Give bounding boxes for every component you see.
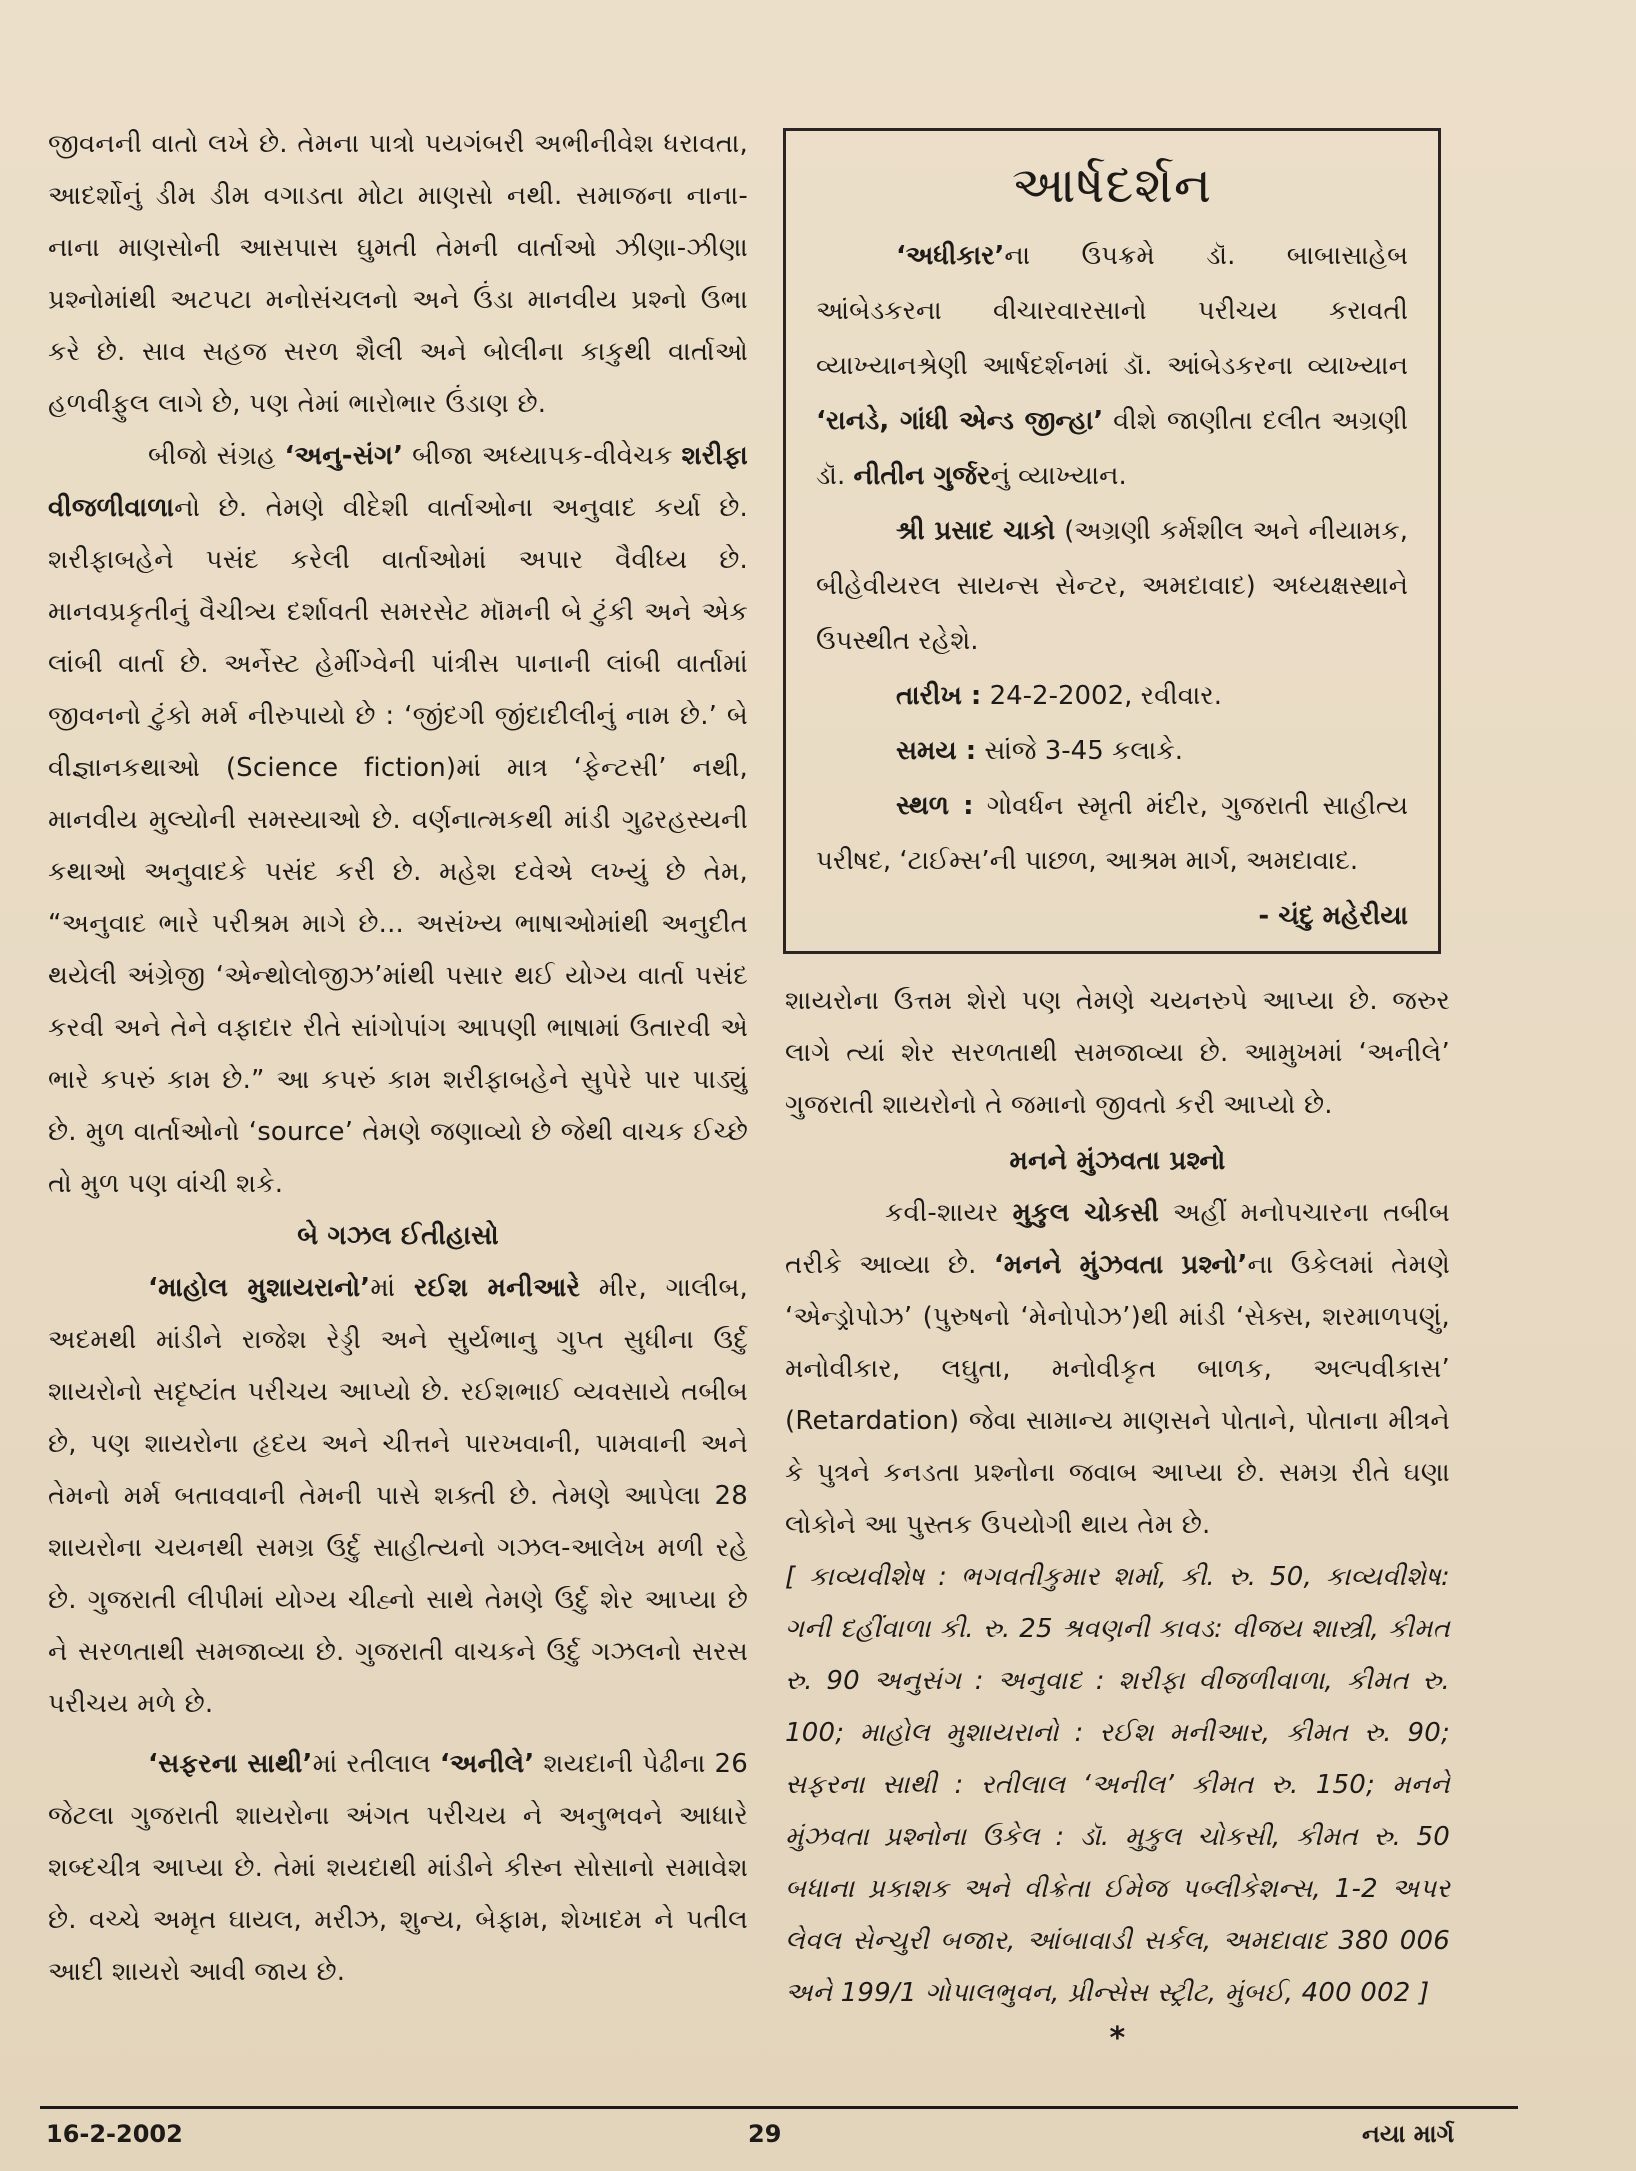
organizer-name: ‘અધીકાર’ [896,241,1005,271]
text-segment: બીજો સંગ્રહ [148,441,285,471]
text-segment: શયદાની પેઢીના 26 જેટલા ગુજરાતી શાયરોના અંગત પરીચય ને અનુભવને આધારે શબ્દચીત્ર આપ્યા છે. તેમાં શયદાથી માંડીને કીસ્ન સોસાનો સમાવેશ છે. વચ્ચે અમૃત ઘાયલ, મરીઝ, શુન્ય, બેફામ, શેખાદમ ને પતીલ આદી શાયરો આવી જાય છે. [48,1749,748,1987]
time-label: સમય : [896,736,977,766]
footer-divider [40,2106,1518,2109]
section-heading: બે ગઝલ ઈતીહાસો [297,1221,499,1251]
text-segment: નો છે. તેમણે વીદેશી વાર્તાઓના અનુવાદ કર્યા છે. શરીફાબહેને પસંદ કરેલી વાર્તાઓમાં અપાર વૈવીધ્ય છે. માનવપ્રકૃતીનું વૈચીત્ર્ય દર્શાવતી સમરસેટ મૉમની બે ટુંકી અને એક લાંબી વાર્તા છે. અર્નેસ્ટ હેમીંગ્વેની પાંત્રીસ પાનાની લાંબી વાર્તામાં જીવનનો ટુંકો મર્મ નીરુપાયો છે : ‘જીંદગી જીંદાદીલીનું નામ છે.’ બે વીજ્ઞાનકથાઓ (Science fiction)માં માત્ર ‘ફેન્ટસી’ નથી, માનવીય મુલ્યોની સમસ્યાઓ છે. વર્ણનાત્મકથી માંડી ગુઢરહસ્યની કથાઓ અનુવાદકે પસંદ કરી છે. મહેશ દવેએ લખ્યું છે તેમ, “અનુવાદ ભારે પરીશ્રમ માગે છે... અસંખ્ય ભાષાઓમાંથી અનુદીત થયેલી અંગ્રેજી ‘એન્થોલોજીઝ’માંથી પસાર થઈ યોગ્ય વાર્તા પસંદ કરવી અને તેને વફાદાર રીતે સાંગોપાંગ આપણી ભાષામાં ઉતારવી એ ભારે કપરું કામ છે.” આ કપરું કામ શરીફાબહેને સુપેરે પાર પાડ્યું છે. મુળ વાર્તાઓનો ‘source’ તેમણે જણાવ્યો છે જેથી વાચક ઈચ્છે તો મુળ પણ વાંચી શકે. [48,493,748,1199]
notice-signature: - ચંદુ મહેરીયા [1258,901,1408,931]
text-segment: ના ઉપક્રમે ડૉ. બાબાસાહેબ આંબેડકરના વીચારવારસાનો પરીચય કરાવતી વ્યાખ્યાનશ્રેણી આર્ષદર્શનમાં ડૉ. આંબેડકરના વ્યાખ્યાન [816,241,1408,381]
notice-venue [816,779,1408,889]
issue-date: 16-2-2002 [46,2120,183,2148]
book-title: ‘અનુ-સંગ’ [284,441,404,471]
speaker-name: નીતીન ગુર્જર [853,461,991,491]
paragraph-safar [48,1738,748,1998]
lecture-title: ‘રાનડે, ગાંધી એન્ડ જીન્હા’ [816,406,1104,436]
text-segment: મીર, ગાલીબ, અદમથી માંડીને રાજેશ રેડ્ડી અને સુર્યભાનુ ગુપ્ત સુધીના ઉર્દુ શાયરોનો સદૃષ્ટાંત પરીચય આપ્યો છે. રઈશભાઈ વ્યવસાયે તબીબ છે, પણ શાયરોના હૃદય અને ચીત્તને પારખવાની, પામવાની અને તેમનો મર્મ બતાવવાની તેમની પાસે શક્તી છે. તેમણે આપેલા 28 શાયરોના ચયનથી સમગ્ર ઉર્દુ સાહીત્યનો ગઝલ-આલેખ મળી રહે છે. ગુજરાતી લીપીમાં યોગ્ય ચીહ્નો સાથે તેમણે ઉર્દુ શેર આપ્યા છે ને સરળતાથી સમજાવ્યા છે. ગુજરાતી વાચકને ઉર્દુ ગઝલનો સરસ પરીચય મળે છે. [48,1273,748,1719]
date-value: 24-2-2002, રવીવાર. [981,681,1223,711]
left-column [48,118,748,1998]
author-name: ‘અનીલે’ [439,1749,535,1779]
text-segment: નું વ્યાખ્યાન. [990,461,1127,491]
right-column [785,975,1450,2059]
author-name: મુકુલ ચોકસી [1012,1198,1159,1228]
notice-time [816,724,1408,779]
text-segment: (અગ્રણી કર્મશીલ અને નીયામક, બીહેવીયરલ સાયન્સ સેન્ટર, અમદાવાદ) અધ્યક્ષસ્થાને ઉપસ્થીત રહેશે. [816,516,1408,656]
text-segment: માં [370,1273,414,1303]
text-segment: અહીં મનોપચારના તબીબ તરીકે આવ્યા છે. [785,1198,1450,1280]
date-label: તારીખ : [896,681,982,711]
end-star-ornament: * [1109,2021,1126,2056]
paragraph-anil-continued: શાયરોના ઉત્તમ શેરો પણ તેમણે ચયનરુપે આપ્યા છે. જરુર લાગે ત્યાં શેર સરળતાથી સમજાવ્યા છે. આમુખમાં ‘અનીલે’ ગુજરાતી શાયરોનો તે જમાનો જીવતો કરી આપ્યો છે. [785,986,1450,1120]
author-name: શરીફા વીજળીવાળા [48,441,748,523]
text-segment: વીશે જાણીતા દલીત અગ્રણી ડૉ. [816,406,1408,491]
section-heading: મનને મુંઝવતા પ્રશ્નો [1009,1146,1226,1176]
magazine-name: નયા માર્ગ [1362,2120,1455,2148]
paragraph-anusang [48,430,748,1210]
time-value: સાંજે 3-45 કલાકે. [976,736,1184,766]
notice-paragraph [816,229,1408,504]
text-segment: બીજા અધ્યાપક-વીવેચક [403,441,682,471]
book-title: ‘સફરના સાથી’ [148,1749,313,1779]
venue-value: ગોવર્ધન સ્મૃતી મંદીર, ગુજરાતી સાહીત્ય પરીષદ, ‘ટાઈમ્સ’ની પાછળ, આશ્રમ માર્ગ, અમદાવાદ. [816,791,1409,876]
paragraph-mukul [785,1187,1450,1551]
paragraph-mahol [48,1262,748,1730]
book-references: [ કાવ્યવીશેષ : ભગવતીકુમાર શર્મા, કી. રુ. 50, કાવ્યવીશેષ: ગની દહીંવાળા કી. રુ. 25 શ્રવણની કાવડ: વીજય શાસ્ત્રી, કીમત રુ. 90 અનુસંગ : અનુવાદ : શરીફા વીજળીવાળા, કીમત રુ. 100; માહોલ મુશાયરાનો : રઈશ મનીઆર, કીમત રુ. 90; સફરના સાથી : રતીલાલ ‘અનીલ’ કીમત રુ. 150; મનને મુંઝવતા પ્રશ્નોના ઉકેલ : ડૉ. મુકુલ ચોકસી, કીમત રુ. 50 બધાના પ્રકાશક અને વીક્રેતા ઈમેજ પબ્લીકેશન્સ, 1-2 અપર લેવલ સેન્ચુરી બજાર, આંબાવાડી સર્કલ, અમદાવાદ 380 006 અને 199/1 ગોપાલભુવન, પ્રીન્સેસ સ્ટ્રીટ, મુંબઈ, 400 002 ] [785,1562,1450,2008]
author-name: રઈશ મનીઆરે [413,1273,581,1303]
venue-label: સ્થળ : [896,791,974,821]
notice-chair-paragraph [816,504,1408,669]
book-title: ‘મનને મુંઝવતા પ્રશ્નો’ [993,1250,1248,1280]
text-segment: માં રતીલાલ [312,1749,440,1779]
paragraph-intro: જીવનની વાતો લખે છે. તેમના પાત્રો પયગંબરી અભીનીવેશ ધરાવતા, આદર્શોનું ડીમ ડીમ વગાડતા મોટા માણસો નથી. સમાજના નાના- નાના માણસોની આસપાસ ઘુમતી તેમની વાર્તાઓ ઝીણા-ઝીણા પ્રશ્નોમાંથી અટપટા મનોસંચલનો અને ઉંડા માનવીય પ્રશ્નો ઉભા કરે છે. સાવ સહજ સરળ શૈલી અને બોલીના કાકુથી વાર્તાઓ હળવીફુલ લાગે છે, પણ તેમાં ભારોભાર ઉંડાણ છે. [48,129,748,419]
notice-body [816,229,1408,944]
text-segment: ના ઉકેલમાં તેમણે ‘એન્ડ્રોપોઝ’ (પુરુષનો ‘મેનોપોઝ’)થી માંડી ‘સેક્સ, શરમાળપણું, મનોવીકાર, લઘુતા, મનોવીકૃત બાળક, અલ્પવીકાસ’ (Retardation) જેવા સામાન્ય માણસને પોતાને, પોતાના મીત્રને કે પુત્રને કનડતા પ્રશ્નોના જવાબ આપ્યા છે. સમગ્ર રીતે ઘણા લોકોને આ પુસ્તક ઉપયોગી થાય તેમ છે. [785,1250,1450,1540]
chair-name: શ્રી પ્રસાદ ચાકો [896,516,1056,546]
book-title: ‘માહોલ મુશાયરાનો’ [148,1273,371,1303]
notice-title: આર્ષદર્શન [1011,156,1213,214]
text-segment: કવી-શાયર [885,1198,1013,1228]
page-number: 29 [748,2120,782,2148]
notice-date [816,669,1408,724]
event-notice-box [783,128,1441,954]
